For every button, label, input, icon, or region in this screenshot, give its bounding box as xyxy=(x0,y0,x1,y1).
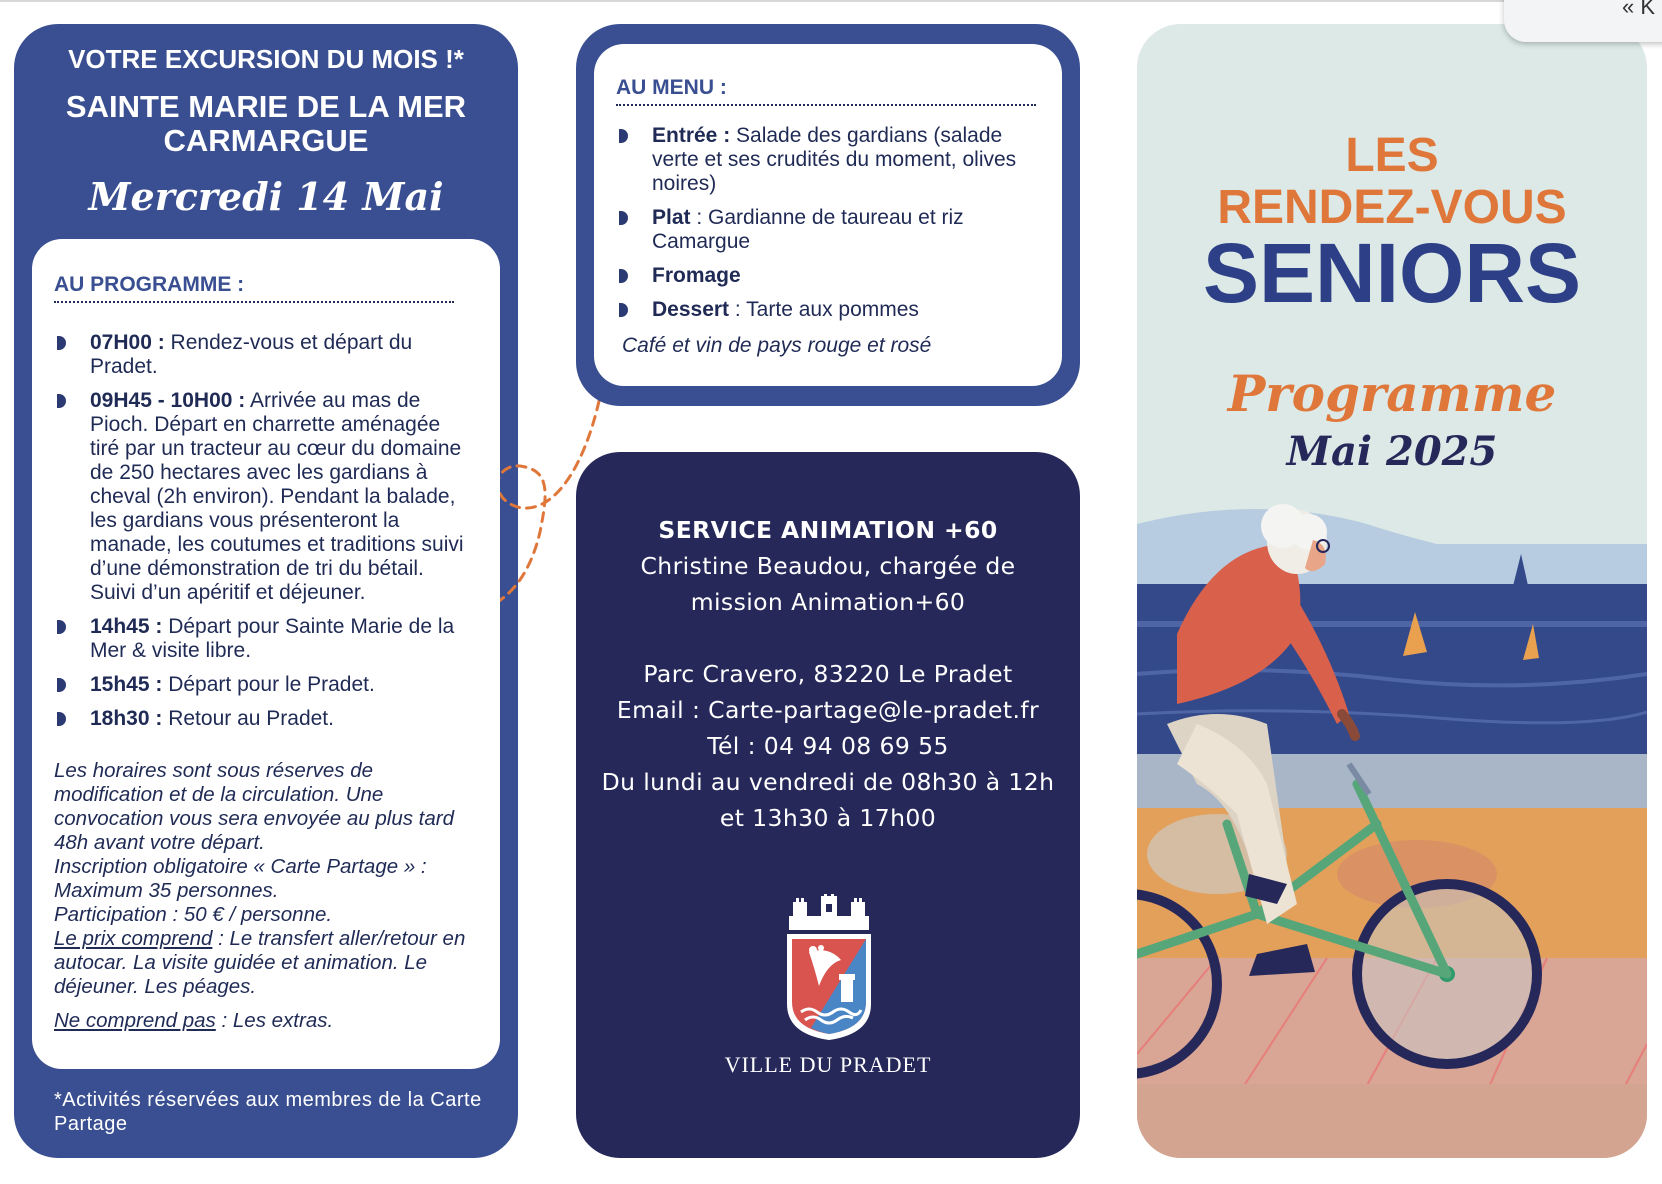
programme-notes xyxy=(54,759,480,1033)
menu-card xyxy=(594,44,1062,386)
contact-details xyxy=(576,512,1080,836)
menu-item-text: Salade des gardians (salade verte et ses crudités du moment, olives noires) xyxy=(652,124,1017,195)
town-name: VILLE DU PRADET xyxy=(724,1052,932,1077)
excludes-note xyxy=(54,1009,480,1033)
bullet-icon xyxy=(619,269,628,283)
menu-item-name: Entrée : xyxy=(652,124,731,147)
includes-label: Le prix comprend xyxy=(54,927,213,950)
cover-month: Mai 2025 xyxy=(1286,428,1498,475)
excludes-label: Ne comprend pas xyxy=(54,1009,216,1032)
menu-item xyxy=(616,124,1046,196)
dotted-divider xyxy=(616,104,1036,106)
item-time: 07H00 : xyxy=(90,331,165,354)
dotted-divider xyxy=(54,301,454,303)
item-text: Arrivée au mas de Pioch. Départ en charrette aménagée tiré par un tracteur au cœur du domaine de 250 hectares avec les gardians à cheval (2h environ). Pendant la balade, les gardians vous présenteront la manade, les coutumes et traditions suivi d’une démonstration de tri du bétail. Suivi d’un apéritif et déjeuner. xyxy=(90,389,464,604)
menu-item-name: Dessert xyxy=(652,298,730,321)
menu-item xyxy=(616,264,1046,288)
contact-panel xyxy=(576,452,1080,1158)
menu-item-name: Fromage xyxy=(652,264,741,287)
bullet-icon xyxy=(57,678,66,692)
menu-panel xyxy=(576,24,1080,406)
item-time: 15h45 : xyxy=(90,673,163,696)
menu-item-name: Plat xyxy=(652,206,691,229)
menu-list xyxy=(616,124,1046,332)
menu-item-text: : Gardianne de taureau et riz Camargue xyxy=(652,206,964,253)
programme-item xyxy=(54,615,474,663)
cover-title-les: LES xyxy=(1345,129,1439,182)
excursion-heading: VOTRE EXCURSION DU MOIS !* xyxy=(68,44,464,74)
excludes-text: : Les extras. xyxy=(215,1009,334,1032)
destination-title: SAINTE MARIE DE LA MER CARMARGUE xyxy=(65,89,467,158)
bullet-icon xyxy=(57,620,66,634)
item-time: 14h45 : xyxy=(90,615,163,638)
cover-title-seniors: SENIORS xyxy=(1202,226,1582,320)
item-time: 18h30 : xyxy=(90,707,163,730)
item-text: Départ pour le Pradet. xyxy=(162,673,375,696)
registration-note: Inscription obligatoire « Carte Partage » : Maximum 35 personnes. xyxy=(54,855,427,902)
spacer xyxy=(576,620,1080,656)
includes-text: : Le transfert aller/retour en autocar. La visite guidée et animation. Le déjeuner. Les péages. xyxy=(54,927,466,998)
programme-item xyxy=(54,707,474,731)
top-divider xyxy=(0,0,1504,2)
item-time: 09H45 - 10H00 : xyxy=(90,389,246,412)
programme-list xyxy=(54,331,474,741)
includes-note xyxy=(54,927,480,999)
item-text: Rendez-vous et départ du Pradet. xyxy=(90,331,413,378)
programme-item xyxy=(54,331,474,379)
menu-item xyxy=(616,298,1046,322)
item-text: Départ pour Sainte Marie de la Mer & visite libre. xyxy=(90,615,455,662)
bullet-icon xyxy=(619,303,628,317)
menu-drinks: Café et vin de pays rouge et rosé xyxy=(622,334,932,357)
contact-hours: Du lundi au vendredi de 08h30 à 12h xyxy=(601,768,1055,796)
contact-phone: Tél : 04 94 08 69 55 xyxy=(707,732,949,760)
programme-heading: AU PROGRAMME : xyxy=(54,273,245,296)
contact-person: Christine Beaudou, chargée de xyxy=(640,552,1016,580)
menu-item xyxy=(616,206,1046,254)
bullet-icon xyxy=(57,336,66,350)
service-title: SERVICE ANIMATION +60 xyxy=(658,516,998,544)
bullet-icon xyxy=(57,712,66,726)
programme-card xyxy=(32,239,500,1069)
excursion-date: Mercredi 14 Mai xyxy=(88,174,444,219)
cover-title-rendezvous: RENDEZ-VOUS xyxy=(1217,181,1567,234)
bullet-icon xyxy=(57,394,66,408)
excursion-panel xyxy=(14,24,518,1158)
menu-heading: AU MENU : xyxy=(616,76,727,99)
contact-hours-2: et 13h30 à 17h00 xyxy=(719,804,937,832)
contact-address: Parc Cravero, 83220 Le Pradet xyxy=(643,660,1013,688)
schedule-note: Les horaires sont sous réserves de modification et de la circulation. Une convocation vous sera envoyée au plus tard 48h avant votre départ. xyxy=(54,759,455,854)
footnote: *Activités réservées aux membres de la Carte Partage xyxy=(54,1089,482,1135)
bullet-icon xyxy=(619,129,628,143)
programme-item xyxy=(54,673,474,697)
menu-item-text: : Tarte aux pommes xyxy=(729,298,919,321)
item-text: Retour au Pradet. xyxy=(162,707,334,730)
programme-item xyxy=(54,389,474,605)
cover-programme: Programme xyxy=(1227,364,1557,423)
cover-panel xyxy=(1137,24,1647,1158)
contact-email: Email : Carte-partage@le-pradet.fr xyxy=(616,696,1040,724)
town-crest-icon xyxy=(779,894,879,1054)
contact-role: mission Animation+60 xyxy=(690,588,966,616)
price-note: Participation : 50 € / personne. xyxy=(54,903,333,926)
first-page-button[interactable]: « K xyxy=(1622,0,1656,19)
bullet-icon xyxy=(619,211,628,225)
